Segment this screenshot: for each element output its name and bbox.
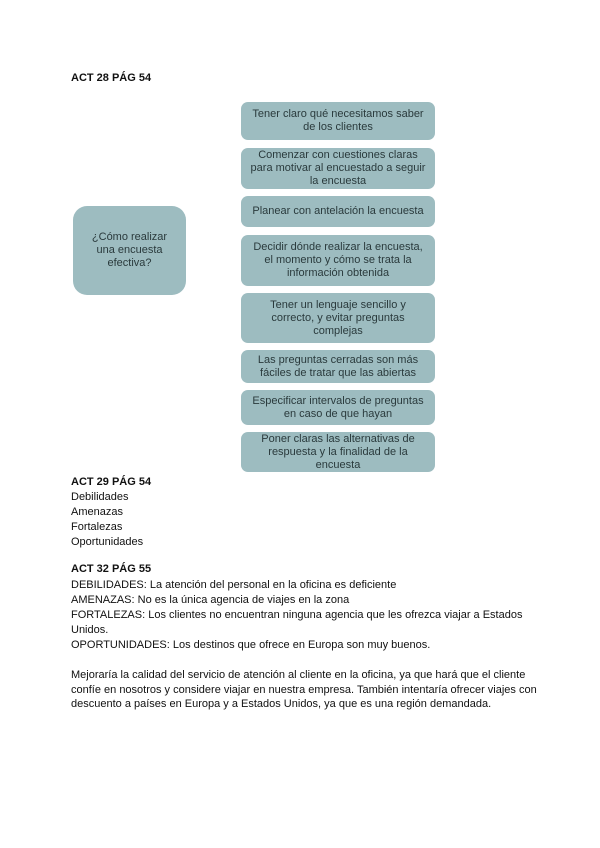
diagram-center-node: ¿Cómo realizar una encuesta efectiva? bbox=[73, 206, 186, 295]
act32-line-amenazas: AMENAZAS: No es la única agencia de viajes en la zona bbox=[71, 594, 350, 606]
diagram-node-6: Las preguntas cerradas son más fáciles de tratar que las abiertas bbox=[241, 350, 435, 383]
act32-line-debilidades: DEBILIDADES: La atención del personal en la oficina es deficiente bbox=[71, 579, 397, 591]
diagram-node-2: Comenzar con cuestiones claras para motivar al encuestado a seguir la encuesta bbox=[241, 148, 435, 189]
diagram-node-8: Poner claras las alternativas de respuesta y la finalidad de la encuesta bbox=[241, 432, 435, 472]
act32-paragraph: Mejoraría la calidad del servicio de atención al cliente en la oficina, ya que hará que el cliente confíe en nosotros y considere viajar en nuestra empresa. También intentaría ofrecer viajes con descuento a países en Europa y a Estados Unidos, ya que es una región demandada. bbox=[71, 669, 537, 710]
act29-item: Debilidades bbox=[71, 491, 129, 503]
act28-heading: ACT 28 PÁG 54 bbox=[71, 72, 152, 84]
diagram-node-3: Planear con antelación la encuesta bbox=[241, 196, 435, 227]
act32-line-fortalezas: FORTALEZAS: Los clientes no encuentran ninguna agencia que les ofrezca viajar a Estados Unidos. bbox=[71, 609, 523, 636]
diagram-node-4: Decidir dónde realizar la encuesta, el momento y cómo se trata la información obtenida bbox=[241, 235, 435, 286]
act29-item: Oportunidades bbox=[71, 536, 144, 548]
act32-heading: ACT 32 PÁG 55 bbox=[71, 563, 152, 575]
act29-heading: ACT 29 PÁG 54 bbox=[71, 476, 152, 488]
diagram-node-7: Especificar intervalos de preguntas en caso de que hayan bbox=[241, 390, 435, 425]
act32-line-oportunidades: OPORTUNIDADES: Los destinos que ofrece en Europa son muy buenos. bbox=[71, 639, 431, 651]
diagram-node-5: Tener un lenguaje sencillo y correcto, y evitar preguntas complejas bbox=[241, 293, 435, 343]
act29-item: Fortalezas bbox=[71, 521, 123, 533]
diagram-node-1: Tener claro qué necesitamos saber de los clientes bbox=[241, 102, 435, 140]
act29-item: Amenazas bbox=[71, 506, 123, 518]
